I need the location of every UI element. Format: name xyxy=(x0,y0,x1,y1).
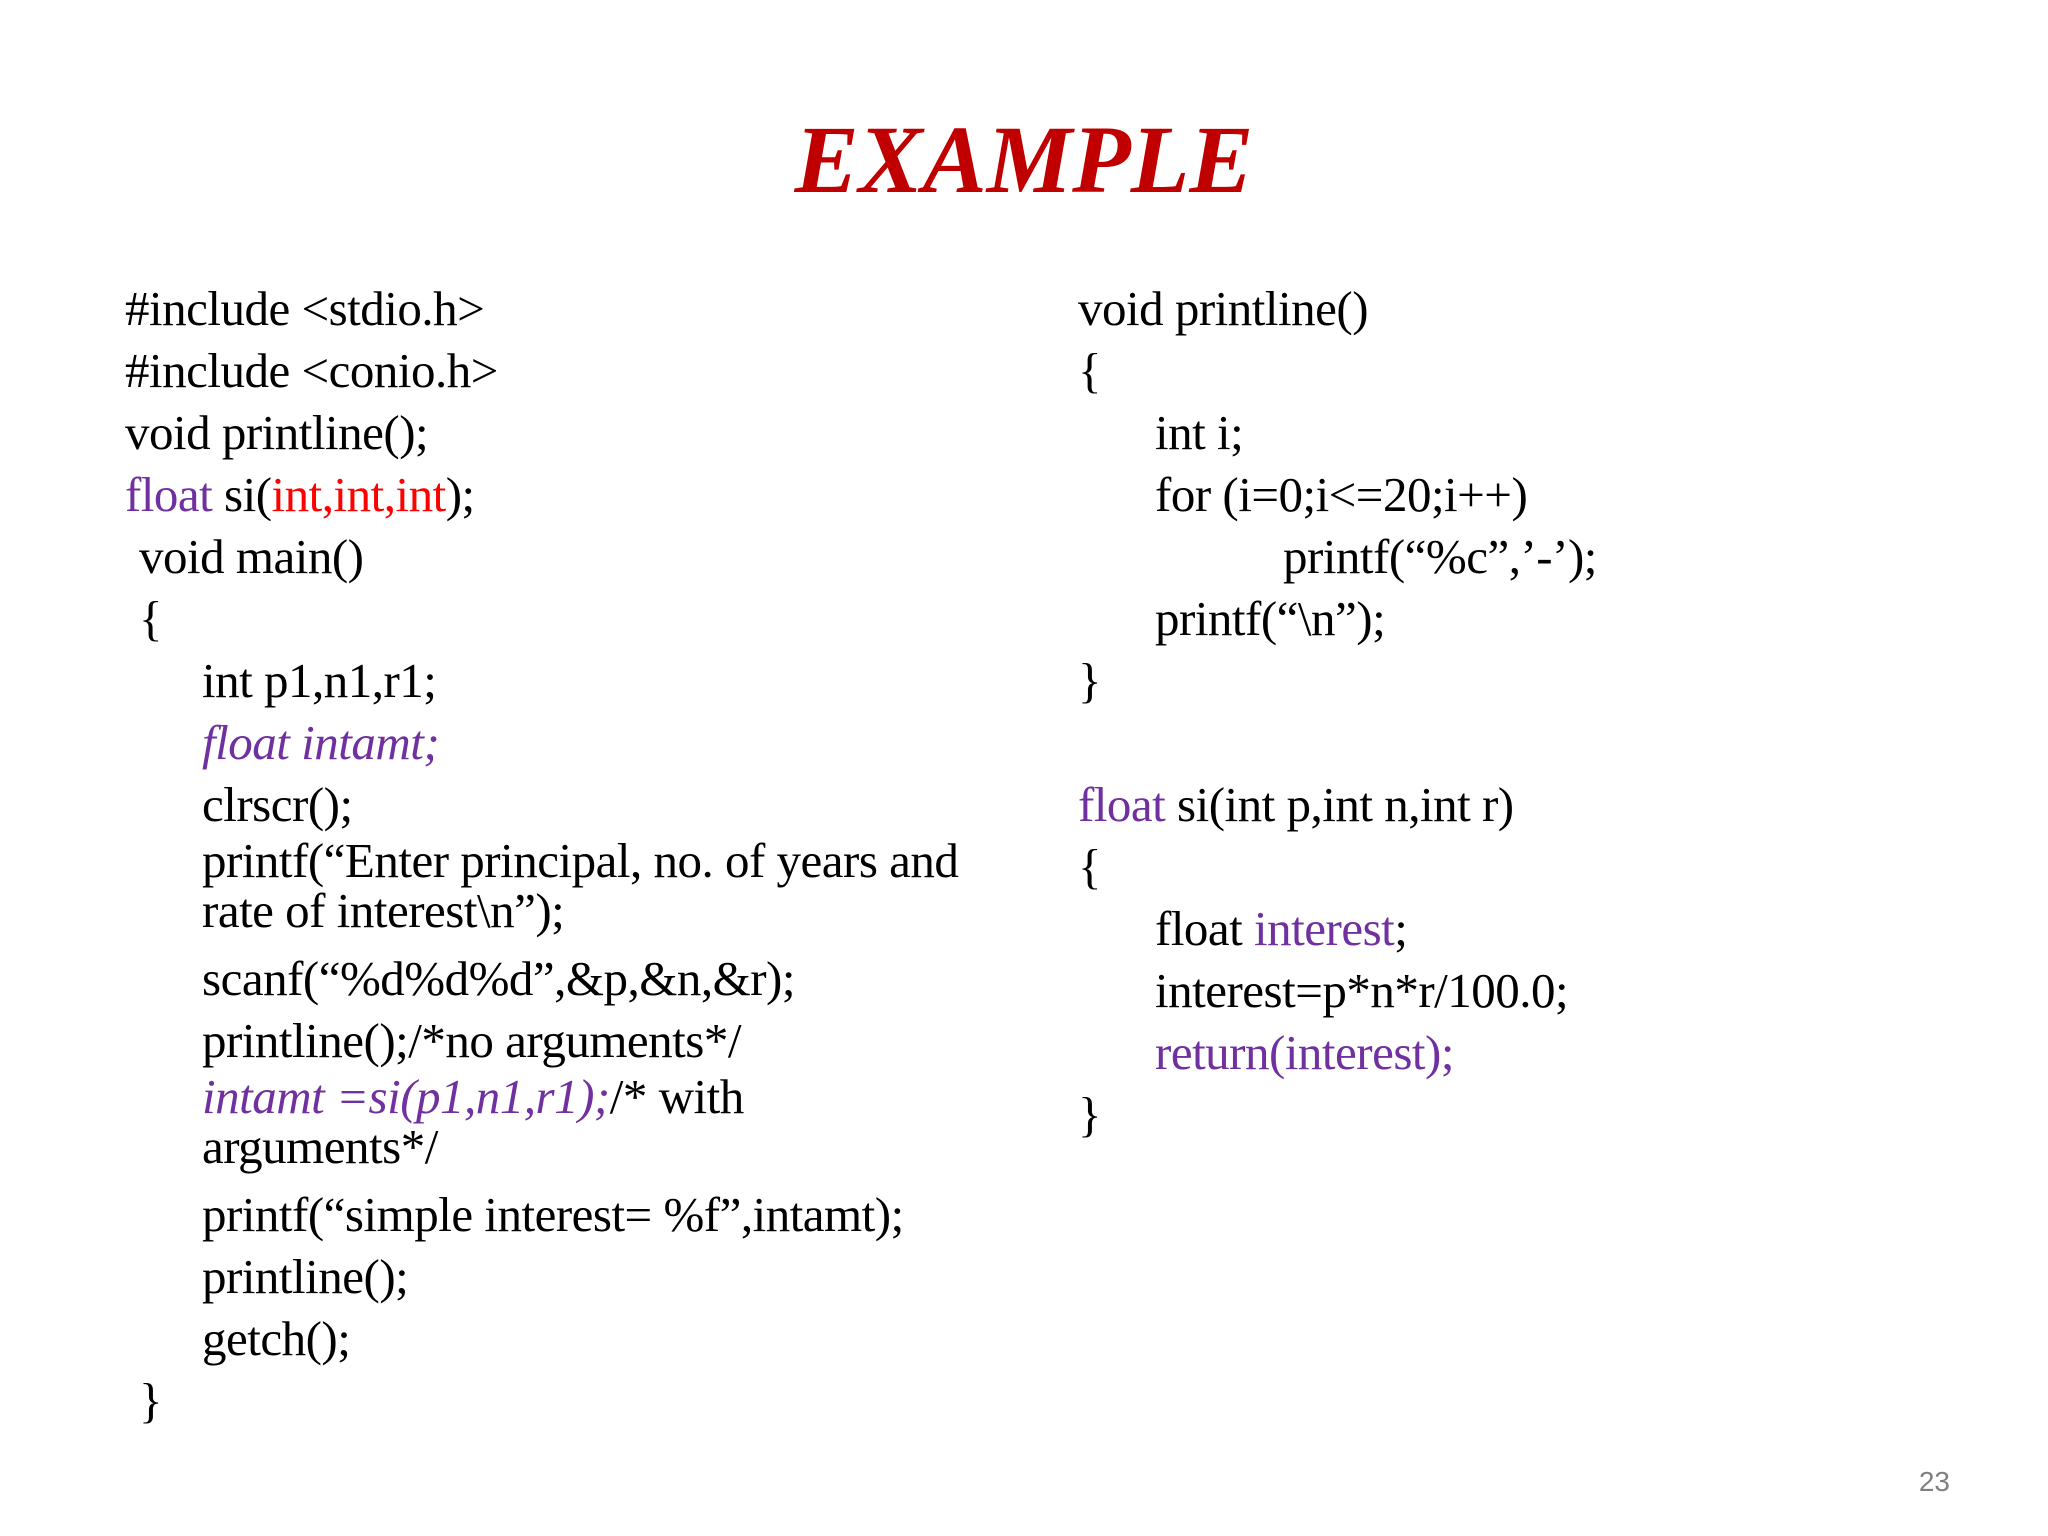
code-text: ; xyxy=(1394,901,1408,956)
keyword-float: float xyxy=(125,467,213,522)
code-line-getch: getch(); xyxy=(202,1311,351,1366)
param-types: int,int,int xyxy=(271,467,446,522)
code-line-printline-call: printline();/*no arguments*/ xyxy=(202,1013,741,1068)
code-line-si-def xyxy=(1078,774,1978,836)
code-text: si(int p,int n,int r) xyxy=(1165,777,1514,832)
code-line-si-prototype xyxy=(125,464,1005,526)
code-line-main: void main() xyxy=(139,529,364,584)
code-line-int-decl: int p1,n1,r1; xyxy=(202,653,437,708)
code-line-for-loop: for (i=0;i<=20;i++) xyxy=(1155,467,1528,522)
code-line-open-brace: { xyxy=(1078,343,1102,398)
code-line-printf-newline: printf(“\n”); xyxy=(1155,591,1386,646)
code-line-printf-result: printf(“simple interest= %f”,intamt); xyxy=(202,1187,904,1242)
code-text: si( xyxy=(212,467,272,522)
keyword-float: float xyxy=(1078,777,1166,832)
si-call-comment: /* with arguments*/ xyxy=(202,1069,744,1174)
code-line-include-conio: #include <conio.h> xyxy=(125,343,498,398)
code-text: ); xyxy=(445,467,475,522)
code-line-close-brace: } xyxy=(139,1373,163,1428)
code-line-close-brace-2: } xyxy=(1078,1087,1102,1142)
code-line-open-brace-2: { xyxy=(1078,839,1102,894)
code-line-clrscr: clrscr(); xyxy=(202,777,353,832)
code-line-interest-calc: interest=p*n*r/100.0; xyxy=(1155,963,1569,1018)
code-text: float xyxy=(1155,901,1255,956)
code-line-si-call xyxy=(125,1069,962,1184)
code-line-blank xyxy=(1078,712,1978,774)
code-line-open-brace: { xyxy=(139,591,163,646)
code-line-printf-dash: printf(“%c”,’-’); xyxy=(1283,529,1597,584)
code-line-int-i: int i; xyxy=(1155,405,1244,460)
code-line-return: return(interest); xyxy=(1155,1025,1454,1080)
code-line-include-stdio: #include <stdio.h> xyxy=(125,281,485,336)
code-line-printf-prompt: printf(“Enter principal, no. of years and rate of interest\n”); xyxy=(202,833,959,938)
code-line-float-decl: float intamt; xyxy=(202,715,440,770)
page-number: 23 xyxy=(1918,1466,1950,1497)
code-line-printline-def: void printline() xyxy=(1078,281,1369,336)
right-code-block xyxy=(1078,278,1978,1146)
variable-interest: interest xyxy=(1254,901,1395,956)
code-line-close-brace: } xyxy=(1078,653,1102,708)
code-line-printline-call-2: printline(); xyxy=(202,1249,409,1304)
code-line-float-interest xyxy=(1078,898,1978,960)
si-call-expression: intamt =si(p1,n1,r1); xyxy=(202,1069,610,1124)
left-code-block xyxy=(125,278,1005,1432)
slide-title: EXAMPLE xyxy=(794,106,1254,213)
code-line-scanf: scanf(“%d%d%d”,&p,&n,&r); xyxy=(202,951,795,1006)
code-line-printline-prototype: void printline(); xyxy=(125,405,429,460)
